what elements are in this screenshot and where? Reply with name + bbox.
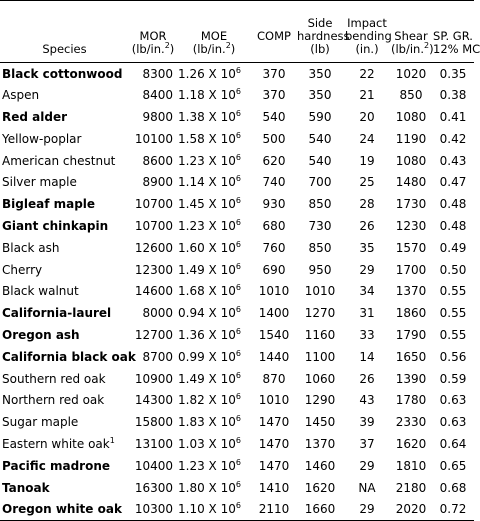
cell-mor: 10100	[134, 131, 173, 146]
cell-specific-gravity: 0.49	[439, 240, 467, 255]
cell-shear: 1570	[395, 240, 427, 255]
cell-impact-bending: 19	[359, 153, 375, 168]
header-shear: Shear (lb/in.$^2$)	[391, 29, 434, 56]
cell-moe: 0.94 X $10^6$	[178, 305, 241, 321]
cell-species: Oregon ash	[2, 327, 80, 342]
cell-species: American chestnut	[2, 153, 116, 168]
cell-mor: 10700	[134, 197, 173, 212]
table-row	[0, 302, 474, 324]
cell-mor: 16300	[134, 480, 173, 495]
cell-species: Cherry	[2, 262, 43, 277]
cell-moe: 1.23 X $10^6$	[178, 457, 241, 473]
cell-mor: 10300	[134, 502, 173, 517]
cell-mor: 13100	[134, 436, 173, 451]
cell-mor: 8000	[142, 306, 173, 321]
cell-specific-gravity: 0.41	[439, 109, 467, 124]
cell-moe: 1.23 X $10^6$	[178, 152, 241, 168]
cell-species: Oregon white oak	[2, 502, 122, 517]
cell-shear: 1620	[395, 436, 427, 451]
cell-side-hardness: 730	[308, 218, 332, 233]
header-row	[0, 1, 474, 63]
cell-specific-gravity: 0.48	[439, 197, 467, 212]
cell-impact-bending: 21	[359, 88, 375, 103]
cell-shear: 2330	[395, 415, 427, 430]
cell-comp: 760	[262, 240, 286, 255]
cell-species: Southern red oak	[2, 371, 106, 386]
cell-impact-bending: NA	[358, 480, 376, 495]
cell-species: Giant chinkapin	[2, 218, 109, 233]
cell-mor: 8600	[142, 153, 173, 168]
cell-shear: 1810	[395, 458, 427, 473]
table-row	[0, 433, 474, 455]
cell-comp: 680	[262, 218, 286, 233]
cell-comp: 1470	[258, 458, 290, 473]
header-side-hardness: Side hardness (lb)	[297, 16, 350, 56]
table-row	[0, 455, 474, 477]
cell-comp: 620	[262, 153, 286, 168]
header-comp: COMP	[257, 29, 291, 43]
table-row	[0, 346, 474, 368]
cell-species: Silver maple	[2, 175, 77, 190]
header-species: Species	[42, 42, 87, 56]
cell-shear: 1080	[395, 109, 427, 124]
cell-species: Yellow-poplar	[2, 131, 82, 146]
cell-specific-gravity: 0.43	[439, 153, 467, 168]
cell-specific-gravity: 0.55	[439, 327, 467, 342]
cell-specific-gravity: 0.47	[439, 175, 467, 190]
table-row	[0, 259, 474, 281]
cell-side-hardness: 350	[308, 88, 332, 103]
table-row	[0, 128, 474, 150]
cell-moe: 0.99 X $10^6$	[178, 348, 241, 364]
cell-side-hardness: 950	[308, 262, 332, 277]
cell-side-hardness: 590	[308, 109, 332, 124]
cell-mor: 8900	[142, 175, 173, 190]
cell-comp: 1540	[258, 327, 290, 342]
cell-mor: 14300	[134, 393, 173, 408]
cell-species: Bigleaf maple	[2, 197, 96, 212]
cell-species: Aspen	[2, 88, 40, 103]
cell-specific-gravity: 0.38	[439, 88, 467, 103]
cell-mor: 14600	[134, 284, 173, 299]
cell-specific-gravity: 0.42	[439, 131, 467, 146]
cell-mor: 8700	[142, 349, 173, 364]
cell-mor: 10900	[134, 371, 173, 386]
cell-moe: 1.58 X $10^6$	[178, 130, 241, 146]
cell-species: Eastern white oak$^1$	[2, 435, 115, 451]
cell-comp: 930	[262, 197, 286, 212]
cell-comp: 1010	[258, 284, 290, 299]
cell-moe: 1.49 X $10^6$	[178, 261, 241, 277]
cell-comp: 370	[262, 66, 286, 81]
cell-side-hardness: 1460	[304, 458, 336, 473]
header-moe: MOE (lb/in.$^2$)	[192, 29, 236, 56]
table-row	[0, 324, 474, 346]
cell-impact-bending: 43	[359, 393, 375, 408]
cell-moe: 1.83 X $10^6$	[178, 414, 241, 430]
cell-moe: 1.10 X $10^6$	[178, 501, 241, 517]
header-mor: MOR (lb/in.$^2$)	[131, 29, 175, 56]
cell-impact-bending: 34	[359, 284, 375, 299]
cell-comp: 1410	[258, 480, 290, 495]
cell-side-hardness: 540	[308, 131, 332, 146]
cell-comp: 500	[262, 131, 286, 146]
cell-mor: 12300	[134, 262, 173, 277]
cell-impact-bending: 26	[359, 218, 375, 233]
cell-shear: 1370	[395, 284, 427, 299]
table-row	[0, 237, 474, 259]
cell-side-hardness: 1290	[304, 393, 336, 408]
cell-shear: 2180	[395, 480, 427, 495]
table-row	[0, 280, 474, 302]
cell-specific-gravity: 0.65	[439, 458, 467, 473]
cell-specific-gravity: 0.48	[439, 218, 467, 233]
cell-impact-bending: 14	[359, 349, 375, 364]
cell-mor: 9800	[142, 109, 173, 124]
cell-comp: 740	[262, 175, 286, 190]
cell-side-hardness: 540	[308, 153, 332, 168]
cell-moe: 1.80 X $10^6$	[178, 479, 241, 495]
cell-species: Tanoak	[2, 480, 50, 495]
table-row	[0, 150, 474, 172]
cell-species: Red alder	[2, 109, 68, 124]
cell-specific-gravity: 0.63	[439, 415, 467, 430]
table-row	[0, 498, 474, 520]
cell-specific-gravity: 0.72	[439, 502, 467, 517]
cell-impact-bending: 33	[359, 327, 375, 342]
cell-mor: 15800	[134, 415, 173, 430]
cell-side-hardness: 1660	[304, 502, 336, 517]
cell-moe: 1.82 X $10^6$	[178, 392, 241, 408]
cell-comp: 1470	[258, 436, 290, 451]
cell-specific-gravity: 0.59	[439, 371, 467, 386]
cell-shear: 1700	[395, 262, 427, 277]
cell-impact-bending: 28	[359, 197, 375, 212]
cell-moe: 1.14 X $10^6$	[178, 174, 241, 190]
cell-comp: 370	[262, 88, 286, 103]
cell-comp: 1440	[258, 349, 290, 364]
cell-side-hardness: 700	[308, 175, 332, 190]
cell-mor: 10400	[134, 458, 173, 473]
cell-impact-bending: 29	[359, 262, 375, 277]
table-row	[0, 171, 474, 193]
cell-shear: 1790	[395, 327, 427, 342]
cell-impact-bending: 39	[359, 415, 375, 430]
cell-comp: 2110	[258, 502, 290, 517]
cell-impact-bending: 35	[359, 240, 375, 255]
cell-shear: 2020	[395, 502, 427, 517]
cell-species: Black ash	[2, 240, 60, 255]
cell-mor: 8400	[142, 88, 173, 103]
table-row	[0, 411, 474, 433]
cell-moe: 1.26 X $10^6$	[178, 65, 241, 81]
cell-comp: 870	[262, 371, 286, 386]
cell-impact-bending: 31	[359, 306, 375, 321]
cell-shear: 1480	[395, 175, 427, 190]
cell-moe: 1.68 X $10^6$	[178, 283, 241, 299]
table-row	[0, 215, 474, 237]
header-impact-bending: Impact bending (in.)	[345, 16, 392, 56]
cell-side-hardness: 1450	[304, 415, 336, 430]
cell-side-hardness: 850	[308, 240, 332, 255]
cell-moe: 1.18 X $10^6$	[178, 87, 241, 103]
cell-shear: 1230	[395, 218, 427, 233]
cell-mor: 12600	[134, 240, 173, 255]
cell-impact-bending: 25	[359, 175, 375, 190]
cell-comp: 1470	[258, 415, 290, 430]
cell-species: Northern red oak	[2, 393, 105, 408]
cell-species: California-laurel	[2, 306, 112, 321]
cell-side-hardness: 1010	[304, 284, 336, 299]
cell-mor: 12700	[134, 327, 173, 342]
header-specific-gravity: SP. GR. 12% MC	[433, 29, 480, 56]
cell-shear: 1080	[395, 153, 427, 168]
table-row	[0, 84, 474, 106]
cell-impact-bending: 24	[359, 131, 375, 146]
cell-side-hardness: 1620	[304, 480, 336, 495]
cell-comp: 1010	[258, 393, 290, 408]
cell-side-hardness: 1370	[304, 436, 336, 451]
cell-moe: 1.38 X $10^6$	[178, 108, 241, 124]
cell-moe: 1.36 X $10^6$	[178, 326, 241, 342]
cell-side-hardness: 1100	[304, 349, 336, 364]
cell-species: Black cottonwood	[2, 66, 123, 81]
cell-shear: 850	[399, 88, 423, 103]
cell-specific-gravity: 0.55	[439, 284, 467, 299]
cell-moe: 1.45 X $10^6$	[178, 196, 241, 212]
table-body	[0, 63, 474, 521]
table-row	[0, 477, 474, 499]
cell-side-hardness: 850	[308, 197, 332, 212]
table-row	[0, 106, 474, 128]
table-row	[0, 193, 474, 215]
table-row	[0, 368, 474, 390]
cell-side-hardness: 1270	[304, 306, 336, 321]
cell-species: Black walnut	[2, 284, 79, 299]
cell-shear: 1650	[395, 349, 427, 364]
cell-impact-bending: 29	[359, 502, 375, 517]
cell-species: Pacific madrone	[2, 458, 111, 473]
cell-mor: 10700	[134, 218, 173, 233]
cell-species: Sugar maple	[2, 415, 79, 430]
cell-shear: 1390	[395, 371, 427, 386]
cell-shear: 1020	[395, 66, 427, 81]
table-row	[0, 389, 474, 411]
cell-moe: 1.49 X $10^6$	[178, 370, 241, 386]
cell-specific-gravity: 0.35	[439, 66, 467, 81]
cell-specific-gravity: 0.64	[439, 436, 467, 451]
cell-comp: 1400	[258, 306, 290, 321]
cell-side-hardness: 350	[308, 66, 332, 81]
cell-impact-bending: 37	[359, 436, 375, 451]
cell-side-hardness: 1160	[304, 327, 336, 342]
table-row	[0, 63, 474, 85]
cell-shear: 1860	[395, 306, 427, 321]
cell-impact-bending: 20	[359, 109, 375, 124]
cell-impact-bending: 26	[359, 371, 375, 386]
cell-specific-gravity: 0.55	[439, 306, 467, 321]
cell-comp: 540	[262, 109, 286, 124]
cell-moe: 1.60 X $10^6$	[178, 239, 241, 255]
cell-mor: 8300	[142, 66, 173, 81]
cell-species: California black oak	[2, 349, 136, 364]
cell-impact-bending: 29	[359, 458, 375, 473]
cell-shear: 1730	[395, 197, 427, 212]
cell-comp: 690	[262, 262, 286, 277]
cell-shear: 1190	[395, 131, 427, 146]
cell-specific-gravity: 0.63	[439, 393, 467, 408]
cell-moe: 1.03 X $10^6$	[178, 435, 241, 451]
cell-moe: 1.23 X $10^6$	[178, 217, 241, 233]
cell-shear: 1780	[395, 393, 427, 408]
cell-impact-bending: 22	[359, 66, 375, 81]
cell-specific-gravity: 0.56	[439, 349, 467, 364]
cell-specific-gravity: 0.50	[439, 262, 467, 277]
cell-side-hardness: 1060	[304, 371, 336, 386]
cell-specific-gravity: 0.68	[439, 480, 467, 495]
